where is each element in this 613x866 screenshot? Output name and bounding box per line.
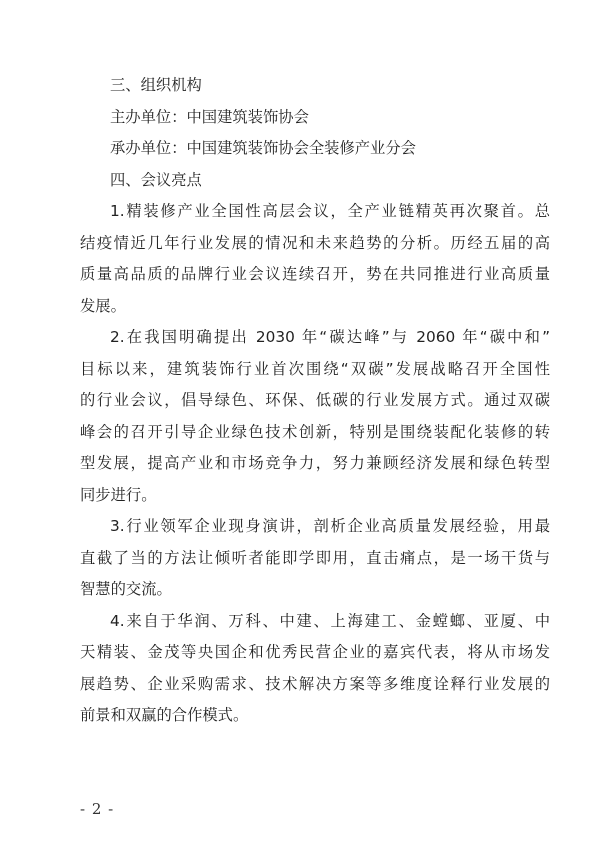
text-line: 3.行业领军企业现身演讲，剖析企业高质量发展经验，用最: [110, 517, 550, 535]
text-line: 质量高品质的品牌行业会议连续召开，势在共同推进行业高质量: [80, 265, 550, 283]
text-line: 结疫情近几年行业发展的情况和未来趋势的分析。历经五届的高: [80, 233, 550, 252]
text-line: 的行业会议，倡导绿色、环保、低碳的行业发展方式。通过双碳: [80, 391, 550, 409]
text-line: 智慧的交流。: [80, 580, 172, 598]
document-body: [80, 70, 550, 732]
text-line: 展趋势、企业采购需求、技术解决方案等多维度诠释行业发展的: [80, 674, 550, 693]
text-line: 发展。: [80, 296, 126, 315]
text-line: 四、会议亮点: [110, 170, 202, 189]
page-number: - 2 -: [80, 800, 115, 818]
text-line: 同步进行。: [80, 485, 157, 504]
text-line: 直截了当的方法让倾听者能即学即用，直击痛点，是一场干货与: [80, 548, 550, 567]
text-line: 承办单位：中国建筑装饰协会全装修产业分会: [110, 139, 416, 157]
text-line: 目标以来，建筑装饰行业首次围绕“双碳”发展战略召开全国性: [80, 359, 550, 378]
text-line: 天精装、金茂等央国企和优秀民营企业的嘉宾代表，将从市场发: [80, 643, 550, 661]
text-line: 4.来自于华润、万科、中建、上海建工、金螳螂、亚厦、中: [110, 611, 550, 630]
text-line: 2.在我国明确提出 2030 年“碳达峰”与 2060 年“碳中和”: [110, 328, 550, 346]
text-line: 峰会的召开引导企业绿色技术创新，特别是围绕装配化装修的转: [80, 422, 550, 441]
text-line: 三、组织机构: [110, 76, 202, 94]
text-line: 前景和双赢的合作模式。: [80, 706, 249, 724]
text-line: 型发展，提高产业和市场竞争力，努力兼顾经济发展和绿色转型: [80, 454, 550, 472]
text-line: 1.精装修产业全国性高层会议，全产业链精英再次聚首。总: [110, 202, 550, 220]
text-line: 主办单位：中国建筑装饰协会: [110, 107, 309, 126]
